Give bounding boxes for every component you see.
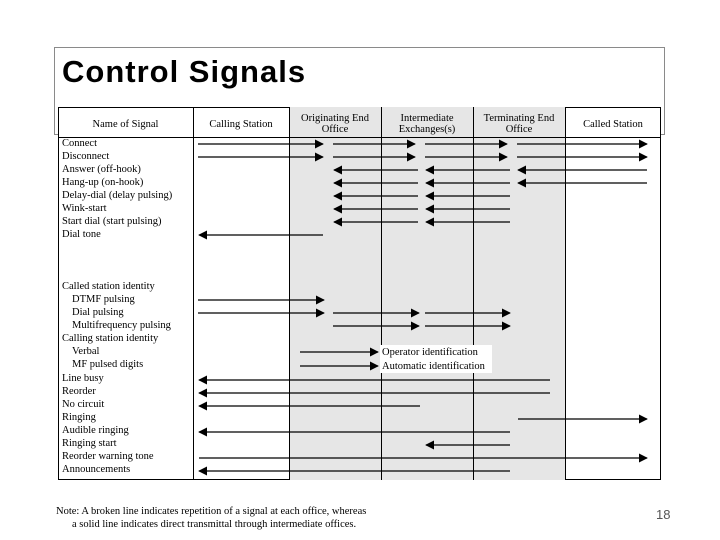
signal-name: Wink-start [62,203,107,214]
automatic-identification-label: Automatic identification [382,361,485,372]
footnote-line-1: Note: A broken line indicates repetition of a signal at each office, whereas [56,506,367,517]
col-header-calling-station: Calling Station [209,118,273,130]
signal-name: Dial pulsing [72,307,124,318]
signal-name: Start dial (start pulsing) [62,216,162,227]
signal-name: Reorder [62,386,96,397]
col-header-intermediate-exchanges: Intermediate Exchanges(s) [398,113,456,135]
operator-identification-label: Operator identification [382,347,478,358]
col-header-originating-office: Originating End Office [301,113,369,135]
signal-name: Verbal [72,346,100,357]
page-number: 18 [656,507,671,522]
signal-name: DTMF pulsing [72,294,135,305]
signal-name: Delay-dial (delay pulsing) [62,190,173,201]
signal-name: Answer (off-hook) [62,164,141,175]
signal-name: Hang-up (on-hook) [62,177,144,188]
col-header-signal-name: Name of Signal [92,118,159,130]
col-header-terminating-office: Terminating End Office [483,113,555,135]
signal-name: Called station identity [62,281,155,292]
signal-name: No circuit [62,399,105,410]
signal-name: Announcements [62,464,131,475]
signal-name: Connect [62,138,97,149]
signal-name: Ringing start [62,438,117,449]
col-header-called-station: Called Station [583,118,643,130]
slide-title: Control Signals [62,54,307,89]
footnote-line-2: a solid line indicates direct transmittal through intermediate offices. [72,519,357,530]
signal-name: Disconnect [62,151,110,162]
signal-name: Calling station identity [62,333,159,344]
signal-name: Line busy [62,373,104,384]
signal-name: Ringing [62,412,96,423]
signal-name: MF pulsed digits [72,359,144,370]
footnote [56,505,366,531]
signal-name: Multifrequency pulsing [72,320,171,331]
signal-name: Audible ringing [62,425,129,436]
signal-name: Dial tone [62,229,101,240]
signal-name: Reorder warning tone [62,451,154,462]
